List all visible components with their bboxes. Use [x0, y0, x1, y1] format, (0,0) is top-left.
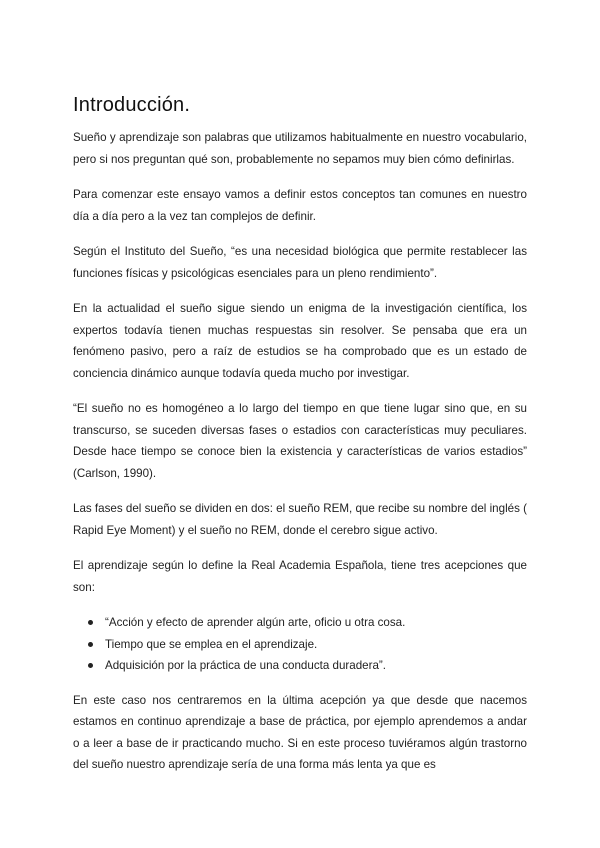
document-page	[73, 94, 527, 790]
bullet-icon	[88, 620, 93, 625]
paragraph-closing: En este caso nos centraremos en la última acepción ya que desde que nacemos estamos en continuo aprendizaje a base de práctica, por ejemplo aprendemos a andar o a leer a base de ir practicando mucho. Si en este proceso tuviéramos algún trastorno del sueño nuestro aprendizaje sería de una forma más lenta ya que es	[73, 693, 527, 771]
definitions-list	[73, 612, 527, 677]
paragraph-sleep-phases: Las fases del sueño se dividen en dos: el sueño REM, que recibe su nombre del inglés ( Rapid Eye Moment) y el sueño no REM, donde el cerebro sigue activo.	[73, 502, 527, 537]
list-item-text: Adquisición por la práctica de una conducta duradera”.	[105, 659, 387, 672]
paragraph-purpose: Para comenzar este ensayo vamos a definir estos conceptos tan comunes en nuestro día a día pero a la vez tan complejos de definir.	[73, 188, 527, 223]
paragraph-sleep-research: En la actualidad el sueño sigue siendo un enigma de la investigación científica, los expertos todavía tienen muchas respuestas sin resolver. Se pensaba que era un fenómeno pasivo, pero a raíz de estudios se ha comprobado que es un estado de conciencia dinámico aunque todavía queda mucho por investigar.	[73, 302, 527, 380]
list-item	[73, 634, 527, 656]
list-item-text: Tiempo que se emplea en el aprendizaje.	[105, 637, 318, 651]
paragraph-learning-definition: El aprendizaje según lo define la Real Academia Española, tiene tres acepciones que son:	[73, 559, 527, 594]
bullet-icon	[88, 663, 93, 668]
list-item-text: “Acción y efecto de aprender algún arte, oficio u otra cosa.	[105, 616, 406, 629]
document-title: Introducción.	[73, 94, 191, 116]
paragraph-carlson-quote: “El sueño no es homogéneo a lo largo del tiempo en que tiene lugar sino que, en su transcurso, se suceden diversas fases o estadios con características muy peculiares. Desde hace tiempo se conoce bien la existencia y características de varios estadios” (Carlson, 1990).	[73, 402, 527, 480]
list-item	[73, 612, 527, 634]
list-item	[73, 655, 527, 677]
bullet-icon	[88, 642, 93, 647]
paragraph-intro: Sueño y aprendizaje son palabras que utilizamos habitualmente en nuestro vocabulario, pero si nos preguntan qué son, probablemente no sepamos muy bien cómo definirlas.	[73, 131, 527, 166]
paragraph-sleep-definition: Según el Instituto del Sueño, “es una necesidad biológica que permite restablecer las funciones físicas y psicológicas esenciales para un pleno rendimiento”.	[73, 245, 527, 280]
